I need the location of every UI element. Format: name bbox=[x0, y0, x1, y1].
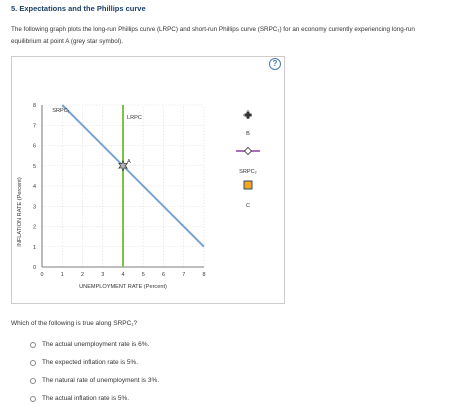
y-tick-label: 8 bbox=[33, 103, 36, 109]
c-label: C bbox=[245, 203, 251, 209]
radio-button[interactable] bbox=[30, 378, 36, 384]
x-tick-label: 8 bbox=[202, 272, 206, 278]
intro-line-1: The following graph plots the long-run Phillips curve (LRPC) and short-run Phillips curve (SRPC₁) for an economy currently experiencing long-run bbox=[11, 26, 415, 33]
y-tick-label: 1 bbox=[33, 244, 36, 251]
radio-button[interactable] bbox=[30, 360, 36, 366]
answer-label: The expected inflation rate is 5%. bbox=[42, 359, 139, 366]
lrpc-label: LRPC bbox=[127, 115, 142, 122]
answer-option-1[interactable] bbox=[30, 341, 149, 348]
intro-line-2: equilibrium at point A (grey star symbol). bbox=[11, 37, 123, 45]
srpc2-label: SRPC₂ bbox=[239, 169, 257, 175]
answer-label: The actual unemployment rate is 6%. bbox=[42, 341, 150, 348]
x-tick-label: 7 bbox=[182, 272, 186, 278]
answer-label: The natural rate of unemployment is 3%. bbox=[42, 377, 160, 384]
x-axis-label: UNEMPLOYMENT RATE (Percent) bbox=[79, 284, 167, 290]
x-tick-label: 2 bbox=[81, 272, 84, 278]
x-tick-label: 1 bbox=[60, 272, 64, 278]
chart-ticks bbox=[33, 103, 206, 278]
answer-option-2[interactable] bbox=[30, 359, 138, 366]
x-tick-label: 0 bbox=[40, 272, 44, 278]
y-tick-label: 6 bbox=[33, 143, 36, 150]
x-tick-label: 4 bbox=[121, 272, 125, 278]
y-tick-label: 4 bbox=[33, 184, 36, 190]
y-tick-label: 3 bbox=[33, 204, 36, 211]
chart-legend bbox=[236, 110, 260, 209]
y-tick-label: 5 bbox=[33, 163, 36, 170]
point-a-label: A bbox=[127, 158, 131, 165]
help-button[interactable]: ? bbox=[269, 58, 281, 70]
srpc1-line bbox=[62, 105, 204, 247]
radio-button[interactable] bbox=[30, 342, 36, 348]
y-tick-label: 7 bbox=[33, 123, 36, 130]
graph-panel bbox=[11, 56, 285, 304]
page-title: 5. Expectations and the Phillips curve bbox=[11, 4, 146, 13]
answer-option-4[interactable] bbox=[30, 395, 129, 402]
answer-label: The actual inflation rate is 5%. bbox=[42, 395, 130, 402]
y-axis-label: INFLATION RATE (Percent) bbox=[17, 177, 23, 247]
phillips-curve-chart bbox=[12, 57, 284, 303]
y-tick-label: 2 bbox=[33, 224, 36, 231]
y-tick-label: 0 bbox=[33, 265, 36, 271]
srpc1-label: SRPC₁ bbox=[52, 108, 70, 114]
x-tick-label: 6 bbox=[162, 272, 165, 278]
intro-text bbox=[11, 24, 474, 47]
b-plus-icon bbox=[245, 112, 252, 119]
answer-option-3[interactable] bbox=[30, 377, 159, 384]
diamond-icon bbox=[245, 148, 252, 155]
c-square-icon bbox=[244, 181, 252, 189]
question-text: Which of the following is true along SRPC₁? bbox=[11, 320, 138, 327]
b-label: B bbox=[246, 131, 250, 137]
radio-button[interactable] bbox=[30, 396, 36, 402]
x-tick-label: 5 bbox=[141, 272, 145, 278]
x-tick-label: 3 bbox=[101, 272, 105, 278]
